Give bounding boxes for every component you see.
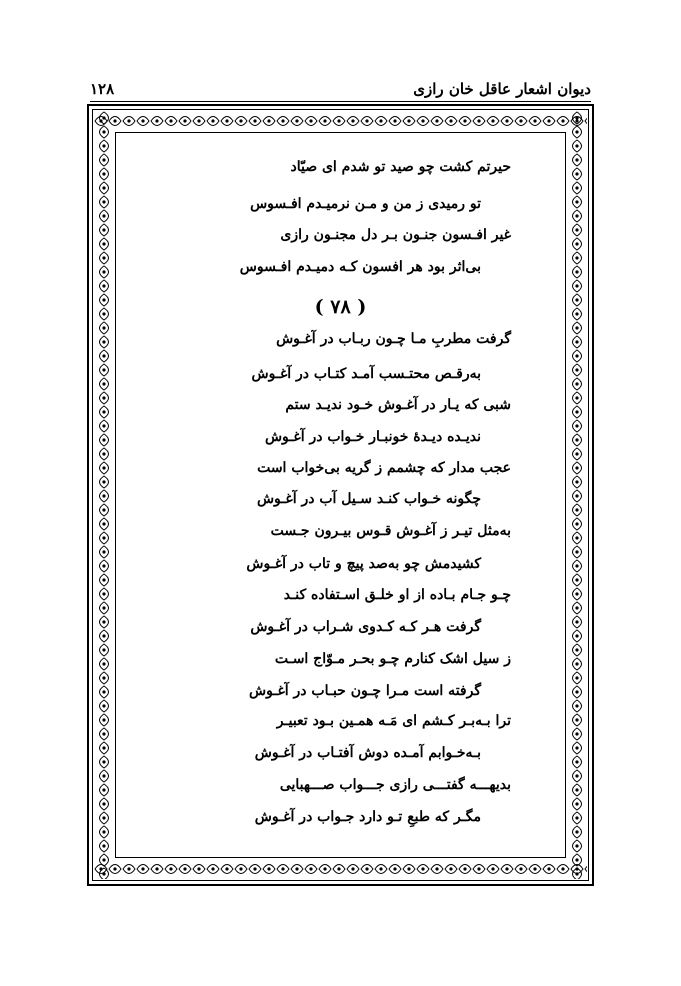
ornament-pattern-bottom — [94, 859, 587, 879]
verse-line: بـه‌خـوابم آمـده دوش آفتـاب در آغـوش — [254, 745, 481, 761]
verse-line: چـو جـام بـاده از او خلـق اسـتفاده کنـد — [283, 587, 511, 603]
ornament-band-top — [94, 111, 587, 131]
verse-line: به‌رقـص محتـسب آمـد کتـاب در آغـوش — [251, 366, 481, 382]
poem-number: ( ۷۸ ) — [314, 296, 367, 318]
running-title: دیوان اشعار عاقل خان رازی — [413, 80, 591, 98]
verse-line: شبی که یـار در آغـوش خـود ندیـد ستم — [285, 397, 511, 413]
verse-line: تو رمیدی ز من و مـن نرمیـدم افـسوس — [250, 196, 481, 212]
verse-line: گرفته است مـرا چـون حبـاب در آغـوش — [249, 683, 481, 699]
ornament-band-bottom — [94, 859, 587, 879]
verse-line: گرفت مطربِ مـا چـون ربـاب در آغـوش — [276, 331, 511, 347]
verse-line: ز سیل اشک کنارم چـو بحـر مـوّاج اسـت — [274, 651, 511, 667]
verse-line: بی‌اثر بود هر افسون کـه دمیـدم افـسوس — [239, 259, 481, 275]
verse-line: مگـر که طبعِ تـو دارد جـواب در آغـوش — [254, 809, 481, 825]
page-header — [90, 80, 591, 102]
verse-line: حیرتم کشت چو صید تو شدم ای صیّاد — [290, 159, 511, 175]
verse-line: بدیهـــه گفتـــی رازی جـــواب صـــهبایی — [279, 777, 511, 793]
verse-line: غیر افـسون جنـون بـر دل مجنـون رازی — [280, 227, 511, 243]
ornament-pattern-top — [94, 111, 587, 131]
ornament-pattern-left — [94, 111, 114, 879]
ornament-band-left — [94, 111, 114, 879]
ornament-pattern-right — [567, 111, 587, 879]
verse-line: ندیـده دیـدۀ خونبـار خـواب در آغـوش — [264, 429, 481, 445]
verse-line: چگونه خـواب کنـد سـیل آب در آغـوش — [256, 491, 481, 507]
header-rule — [90, 101, 591, 102]
page-number: ۱۲۸ — [90, 80, 115, 98]
verse-line: کشیدمش چو به‌صد پیچ و تاب در آغـوش — [246, 556, 481, 572]
verse-line: ترا بـه‌بـر کـشم ای مَـه همـین بـود تعبیـر — [276, 713, 511, 729]
ornament-band-right — [567, 111, 587, 879]
verse-line: گرفت هـر کـه کـدوی شـراب در آغـوش — [250, 619, 481, 635]
verse-line: به‌مثل تیـر ز آغـوش قـوس بیـرون جـست — [270, 523, 511, 539]
verse-line: عجب مدار که چشمم ز گریه بی‌خواب است — [257, 460, 511, 476]
